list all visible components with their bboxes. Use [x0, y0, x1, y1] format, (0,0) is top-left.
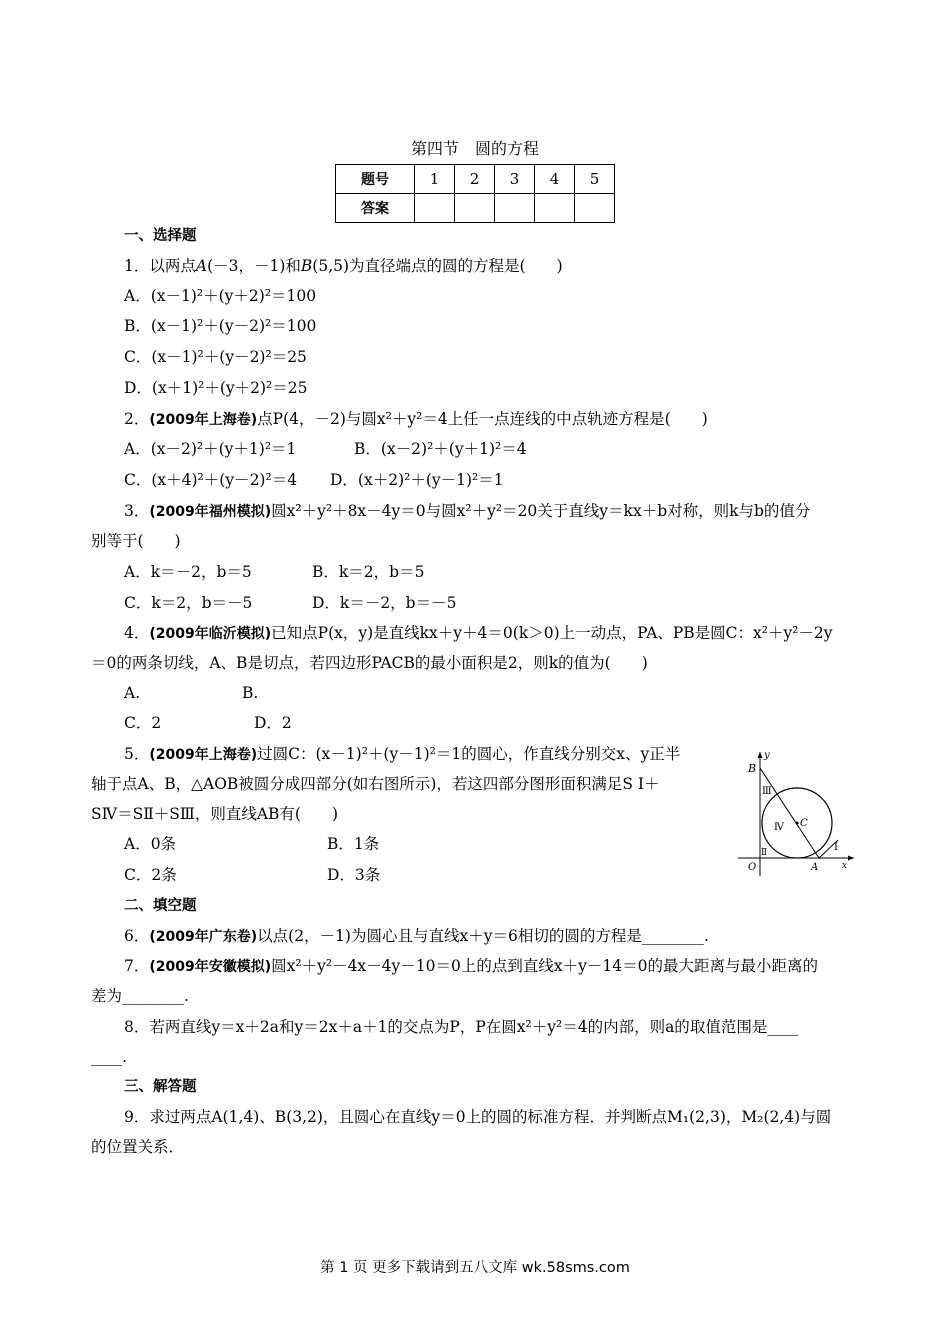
page-title: 第四节 圆的方程 [410, 139, 539, 158]
q3-option-a: A．k＝－2，b＝5 [124, 563, 252, 581]
q2-option-a: A．(x－2)²＋(y＋1)²＝1 [124, 440, 297, 458]
q5-stem: 过圆C：(x－1)²＋(y－1)²＝1的圆心，作直线分别交x、y正半 [257, 745, 681, 763]
q6-number: 6． [124, 927, 150, 945]
question-2-stem [124, 409, 708, 430]
answer-table-row-numbers [336, 165, 615, 194]
q2-number: 2． [124, 410, 150, 428]
q5-geometry-figure [734, 744, 864, 876]
question-6-stem [124, 926, 709, 947]
question-5-stem [124, 744, 680, 765]
question-9-stem: 9．求过两点A(1,4)、B(3,2)，且圆心在直线y＝0上的圆的标准方程．并判断点M₁(2,3)，M₂(2,4)与圆 [124, 1108, 832, 1126]
q5-option-b: B．1条 [327, 835, 380, 853]
answer-blank [535, 194, 575, 223]
q8-stem-continued: ____. [91, 1048, 127, 1066]
q5-stem-continued: 轴于点A、B，△AOB被圆分成四部分(如右图所示)，若这四部分图形面积满足S Ⅰ＋ [91, 775, 660, 793]
section-heading-choice: 一、选择题 [124, 228, 197, 244]
q4-option-c: C．2 [124, 714, 162, 732]
label-region-i: Ⅰ [834, 842, 838, 853]
question-3-stem [124, 501, 810, 522]
q3-option-c: C．k＝2，b＝－5 [124, 594, 253, 612]
q4-option-b: B. [242, 684, 259, 702]
q6-stem: 以点(2，－1)为圆心且与直线x＋y＝6相切的圆的方程是________. [257, 927, 709, 945]
q5-option-d: D．3条 [327, 866, 381, 884]
q6-source: (2009年广东卷) [149, 929, 258, 945]
q4-stem: 已知点P(x，y)是直线kx＋y＋4＝0(k＞0)上一动点，PA、PB是圆C：x²＋y²－2y [271, 624, 833, 642]
answer-blank [455, 194, 495, 223]
q3-option-b: B．k＝2，b＝5 [312, 563, 425, 581]
answer-blank [575, 194, 615, 223]
label-region-iv: Ⅳ [774, 822, 784, 833]
label-o: O [748, 862, 757, 873]
section-heading-fill-in: 二、填空题 [124, 898, 197, 914]
q5-option-a: A．0条 [124, 835, 177, 853]
section-heading-solution: 三、解答题 [124, 1079, 197, 1095]
question-1-stem: 1．以两点A(－3，－1)和B(5,5)为直径端点的圆的方程是( ) [124, 257, 563, 275]
answer-blank [495, 194, 535, 223]
q4-number: 4． [124, 624, 150, 642]
label-b: B [748, 762, 757, 775]
label-region-ii: Ⅱ [761, 848, 768, 858]
q3-option-d: D．k＝－2，b＝－5 [312, 594, 457, 612]
q2-source: (2009年上海卷) [149, 412, 258, 428]
q5-stem-continued-2: SⅣ＝SⅡ＋SⅢ，则直线AB有( ) [91, 805, 339, 823]
q7-number: 7． [124, 957, 150, 975]
q7-stem: 圆x²＋y²－4x－4y－10＝0上的点到直线x＋y－14＝0的最大距离与最小距离的 [271, 957, 818, 975]
label-c: C [800, 818, 808, 829]
q2-option-c: C．(x＋4)²＋(y－2)²＝4 [124, 471, 298, 489]
q3-source: (2009年福州模拟) [149, 504, 272, 520]
q1-stem-a: 1．以两点 [124, 257, 196, 275]
center-point [796, 822, 799, 825]
q3-stem: 圆x²＋y²＋8x－4y＝0与圆x²＋y²＝20关于直线y＝kx＋b对称，则k与b的值分 [271, 502, 811, 520]
q1-option-b: B．(x－1)²＋(y－2)²＝100 [124, 317, 317, 335]
q4-option-a: A. [124, 684, 141, 702]
q5-number: 5． [124, 745, 150, 763]
q2-stem: 点P(4，－2)与圆x²＋y²＝4上任一点连线的中点轨迹方程是( ) [257, 410, 708, 428]
q2-option-d: D．(x＋2)²＋(y－1)²＝1 [330, 471, 504, 489]
table-cell-q4: 4 [535, 165, 575, 194]
table-cell-q5: 5 [575, 165, 615, 194]
x-axis-arrow-icon [848, 856, 854, 861]
label-a: A [811, 862, 819, 873]
q7-stem-continued: 差为________. [91, 987, 189, 1005]
label-y: y [764, 750, 770, 761]
question-8-stem: 8．若两直线y＝x＋2a和y＝2x＋a＋1的交点为P，P在圆x²＋y²＝4的内部，则a的取值范围是____ [124, 1018, 799, 1036]
question-7-stem [124, 956, 818, 977]
q3-stem-continued: 别等于( ) [91, 532, 181, 550]
q4-source: (2009年临沂模拟) [149, 626, 272, 642]
table-header-question-no: 题号 [336, 165, 415, 194]
table-cell-q3: 3 [495, 165, 535, 194]
table-header-answer: 答案 [336, 194, 415, 223]
q1-stem-b: (－3，－1)和 [207, 257, 301, 275]
q4-stem-continued: ＝0的两条切线，A、B是切点，若四边形PACB的最小面积是2，则k的值为( ) [91, 654, 648, 672]
q1-option-a: A．(x－1)²＋(y＋2)²＝100 [124, 287, 317, 305]
table-cell-q2: 2 [455, 165, 495, 194]
answer-table [335, 164, 615, 223]
q2-option-b: B．(x－2)²＋(y＋1)²＝4 [354, 440, 527, 458]
q4-option-d: D．2 [254, 714, 292, 732]
y-axis-arrow-icon [758, 752, 763, 758]
q5-option-c: C．2条 [124, 866, 177, 884]
label-region-iii: Ⅲ [762, 786, 772, 797]
page-footer: 第 1 页 更多下载请到五八文库 wk.58sms.com [320, 1260, 630, 1276]
label-x: x [842, 861, 848, 871]
answer-blank [415, 194, 455, 223]
q1-stem-c: (5,5)为直径端点的圆的方程是( ) [312, 257, 563, 275]
q9-stem-continued: 的位置关系． [91, 1138, 185, 1156]
q1-option-d: D．(x＋1)²＋(y＋2)²＝25 [124, 379, 308, 397]
table-cell-q1: 1 [415, 165, 455, 194]
q5-source: (2009年上海卷) [149, 747, 258, 763]
q1-option-c: C．(x－1)²＋(y－2)²＝25 [124, 348, 307, 366]
q3-number: 3． [124, 502, 150, 520]
answer-table-row-answers [336, 194, 615, 223]
question-4-stem [124, 623, 833, 644]
q7-source: (2009年安徽模拟) [149, 959, 272, 975]
